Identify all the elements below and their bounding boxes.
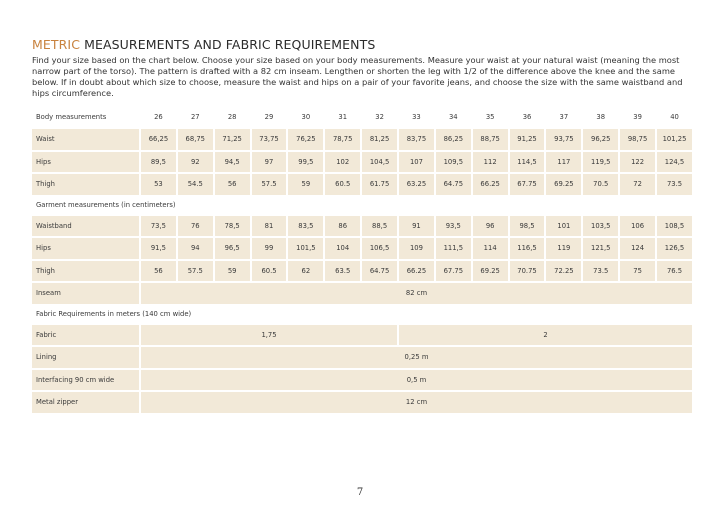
size-label: 36 [522,113,532,121]
size-chart-table [30,105,694,415]
cell-value: 112 [473,152,508,173]
cell-value: 70.5 [583,174,618,195]
fabric-row [32,325,692,346]
cell-value: 61.75 [362,174,397,195]
cell-value: 96,25 [583,129,618,150]
body-row-waist [32,129,692,150]
cell-value: 102 [325,152,360,173]
cell-value: 119 [546,238,581,259]
cell-value: 109 [399,238,434,259]
cell-value: 88,5 [362,216,397,237]
cell-value: 83,5 [288,216,323,237]
cell-value: 93,5 [436,216,471,237]
cell-value: 101,5 [288,238,323,259]
title-accent: METRIC [32,37,81,52]
cell-value: 114 [473,238,508,259]
cell-value: 96 [473,216,508,237]
cell-value: 81,25 [362,129,397,150]
cell-value: 69.25 [473,261,508,282]
cell-value: 66.25 [399,261,434,282]
garment-row-hips [32,238,692,259]
row-label: Thigh [32,261,139,282]
page [32,37,692,415]
cell-value: 119,5 [583,152,618,173]
row-label: Metal zipper [32,392,139,413]
cell-value: 73.5 [657,174,692,195]
size-label: 27 [190,113,200,121]
cell-value: 99 [252,238,287,259]
cell-value: 107 [399,152,434,173]
requirement-value: 0,5 m [141,370,692,391]
fabric-req-row [32,392,692,413]
fabric-header-row [32,306,692,323]
garment-row-thigh [32,261,692,282]
fabric-req-row [32,347,692,368]
cell-value: 92 [178,152,213,173]
cell-value: 86 [325,216,360,237]
cell-value: 104,5 [362,152,397,173]
size-label: 31 [338,113,348,121]
cell-value: 83,75 [399,129,434,150]
cell-value: 91 [399,216,434,237]
size-label: 40 [670,113,679,121]
row-label: Thigh [32,174,139,195]
section-header-body: Body measurements [36,113,107,121]
cell-value: 73,75 [252,129,287,150]
cell-value: 75 [620,261,655,282]
cell-value: 76.5 [657,261,692,282]
cell-value: 59 [288,174,323,195]
cell-value: 94 [178,238,213,259]
cell-value: 78,5 [215,216,250,237]
cell-value: 54.5 [178,174,213,195]
size-label: 34 [448,113,458,121]
title-rest: MEASUREMENTS AND FABRIC REQUIREMENTS [80,37,376,52]
intro-paragraph: Find your size based on the chart below. Choose your size based on your body measurements. Measure your waist at your natural waist (meaning the most narrow part of the torso). The pattern is drafted with a 82 cm inseam. Lengthen or shorten the leg with 1/2 of the difference above the knee and the same below. If in doubt about which size to choose, measure the waist and hips on a pair of your favorite jeans, and choose the size with the same waistband and hips circumference. [32,55,683,98]
cell-value: 78,75 [325,129,360,150]
cell-value: 109,5 [436,152,471,173]
cell-value: 59 [215,261,250,282]
cell-value: 57.5 [178,261,213,282]
cell-value: 103,5 [583,216,618,237]
cell-value: 60.5 [252,261,287,282]
size-label: 38 [596,113,606,121]
size-label: 33 [412,113,421,121]
cell-value: 96,5 [215,238,250,259]
cell-value: 106 [620,216,655,237]
row-label: Hips [32,238,139,259]
cell-value: 66,25 [141,129,176,150]
garment-row-waistband [32,216,692,237]
cell-value: 64.75 [362,261,397,282]
cell-value: 122 [620,152,655,173]
cell-value: 67.75 [510,174,545,195]
cell-value: 71,25 [215,129,250,150]
cell-value: 117 [546,152,581,173]
cell-value: 57.5 [252,174,287,195]
cell-value: 53 [141,174,176,195]
inseam-value: 82 cm [141,283,692,304]
cell-value: 91,25 [510,129,545,150]
section-header-garment: Garment measurements (in centimeters) [36,201,176,209]
fabric-req-row [32,370,692,391]
garment-row-inseam [32,283,692,304]
cell-value: 111,5 [436,238,471,259]
cell-value: 56 [215,174,250,195]
size-label: 37 [559,113,569,121]
body-row-hips [32,152,692,173]
size-label: 29 [264,113,274,121]
requirement-value: 0,25 m [141,347,692,368]
cell-value: 86,25 [436,129,471,150]
cell-value: 108,5 [657,216,692,237]
cell-value: 91,5 [141,238,176,259]
garment-header-row [32,197,692,214]
cell-value: 114,5 [510,152,545,173]
cell-value: 116,5 [510,238,545,259]
fabric-value-large: 2 [399,325,692,346]
cell-value: 73,5 [141,216,176,237]
cell-value: 62 [288,261,323,282]
cell-value: 64.75 [436,174,471,195]
row-label: Lining [32,347,139,368]
row-label: Inseam [32,283,139,304]
section-header-fabric: Fabric Requirements in meters (140 cm wide) [36,310,192,318]
cell-value: 126,5 [657,238,692,259]
cell-value: 93,75 [546,129,581,150]
cell-value: 70.75 [510,261,545,282]
cell-value: 60.5 [325,174,360,195]
cell-value: 124 [620,238,655,259]
size-label: 30 [301,113,311,121]
cell-value: 72 [620,174,655,195]
row-label: Waist [32,129,139,150]
cell-value: 81 [252,216,287,237]
cell-value: 69.25 [546,174,581,195]
cell-value: 67.75 [436,261,471,282]
page-title [32,37,692,52]
cell-value: 89,5 [141,152,176,173]
cell-value: 97 [252,152,287,173]
cell-value: 88,75 [473,129,508,150]
cell-value: 73.5 [583,261,618,282]
cell-value: 106,5 [362,238,397,259]
row-label: Fabric [32,325,139,346]
size-label: 39 [633,113,642,121]
cell-value: 104 [325,238,360,259]
cell-value: 66.25 [473,174,508,195]
cell-value: 94,5 [215,152,250,173]
size-label: 35 [485,113,495,121]
page-number: 7 [356,487,364,498]
cell-value: 76,25 [288,129,323,150]
size-header-row [32,107,692,127]
size-label: 26 [154,113,163,121]
fabric-value-small: 1,75 [141,325,397,346]
cell-value: 98,5 [510,216,545,237]
cell-value: 63.5 [325,261,360,282]
size-label: 32 [375,113,384,121]
cell-value: 56 [141,261,176,282]
requirement-value: 12 cm [141,392,692,413]
cell-value: 76 [178,216,213,237]
cell-value: 101,25 [657,129,692,150]
cell-value: 121,5 [583,238,618,259]
cell-value: 99,5 [288,152,323,173]
body-row-thigh [32,174,692,195]
cell-value: 63.25 [399,174,434,195]
row-label: Hips [32,152,139,173]
cell-value: 124,5 [657,152,692,173]
cell-value: 72.25 [546,261,581,282]
row-label: Waistband [32,216,139,237]
cell-value: 101 [546,216,581,237]
cell-value: 68,75 [178,129,213,150]
cell-value: 98,75 [620,129,655,150]
row-label: Interfacing 90 cm wide [32,370,139,391]
size-label: 28 [227,113,237,121]
